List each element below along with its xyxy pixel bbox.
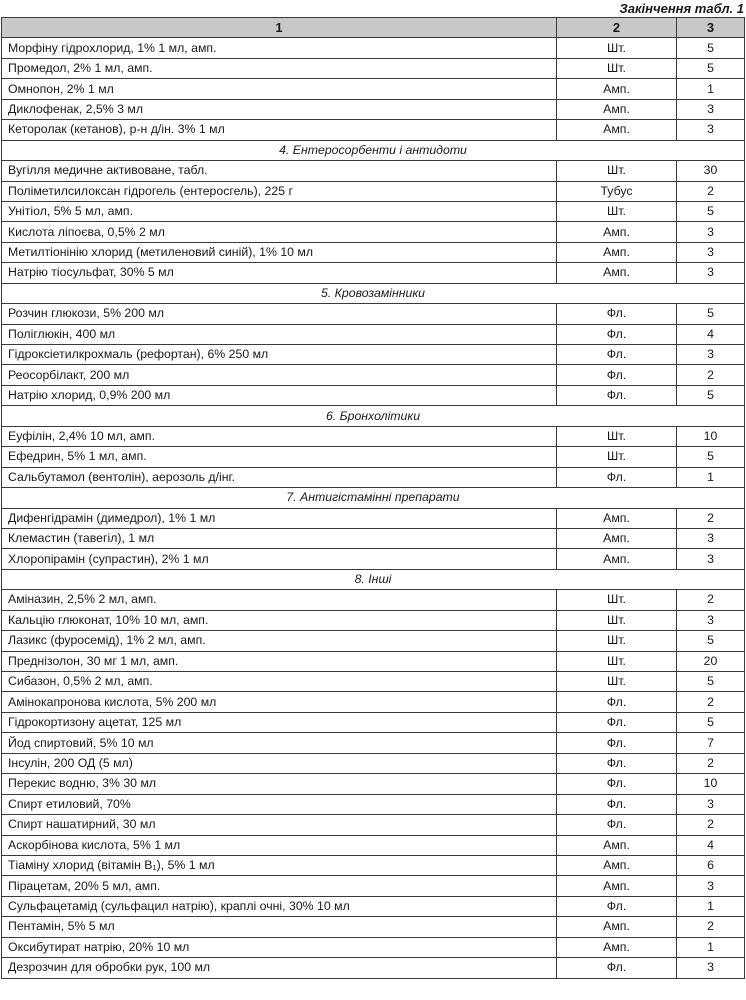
item-name: Промедол, 2% 1 мл, амп.	[2, 58, 557, 78]
item-quantity: 3	[677, 120, 745, 140]
table-row	[2, 692, 745, 712]
item-unit: Шт.	[557, 590, 677, 610]
item-quantity: 5	[677, 447, 745, 467]
item-unit: Амп.	[557, 528, 677, 548]
table-row	[2, 651, 745, 671]
item-name: Оксибутират натрію, 20% 10 мл	[2, 937, 557, 957]
table-row	[2, 222, 745, 242]
table-row	[2, 958, 745, 978]
item-name: Гідроксіетилкрохмаль (рефортан), 6% 250 мл	[2, 345, 557, 365]
item-quantity: 3	[677, 794, 745, 814]
item-quantity: 3	[677, 99, 745, 119]
item-quantity: 5	[677, 631, 745, 651]
item-unit: Амп.	[557, 876, 677, 896]
item-quantity: 3	[677, 222, 745, 242]
table-row	[2, 38, 745, 58]
item-quantity: 2	[677, 917, 745, 937]
item-unit: Фл.	[557, 958, 677, 978]
table-row	[2, 161, 745, 181]
item-unit: Шт.	[557, 447, 677, 467]
table-row	[2, 426, 745, 446]
table-row	[2, 447, 745, 467]
item-quantity: 3	[677, 876, 745, 896]
section-row	[2, 406, 745, 426]
table-row	[2, 917, 745, 937]
table-caption: Закінчення табл. 1	[619, 1, 744, 16]
item-unit: Амп.	[557, 263, 677, 283]
item-quantity: 10	[677, 426, 745, 446]
item-name: Дезрозчин для обробки рук, 100 мл	[2, 958, 557, 978]
item-unit: Амп.	[557, 99, 677, 119]
table-row	[2, 242, 745, 262]
item-unit: Фл.	[557, 365, 677, 385]
item-unit: Фл.	[557, 692, 677, 712]
item-unit: Тубус	[557, 181, 677, 201]
item-unit: Фл.	[557, 753, 677, 773]
table-row	[2, 508, 745, 528]
header-row	[2, 18, 745, 38]
table-row	[2, 733, 745, 753]
item-unit: Шт.	[557, 672, 677, 692]
table-row	[2, 774, 745, 794]
section-title: 8. Інші	[2, 569, 745, 589]
item-quantity: 2	[677, 692, 745, 712]
item-name: Йод спиртовий, 5% 10 мл	[2, 733, 557, 753]
item-name: Аскорбінова кислота, 5% 1 мл	[2, 835, 557, 855]
item-name: Пентамін, 5% 5 мл	[2, 917, 557, 937]
item-unit: Шт.	[557, 161, 677, 181]
item-unit: Фл.	[557, 712, 677, 732]
table-row	[2, 99, 745, 119]
item-quantity: 3	[677, 242, 745, 262]
item-name: Кислота ліпоєва, 0,5% 2 мл	[2, 222, 557, 242]
item-name: Клемастин (тавегіл), 1 мл	[2, 528, 557, 548]
item-unit: Фл.	[557, 733, 677, 753]
item-quantity: 10	[677, 774, 745, 794]
item-unit: Шт.	[557, 426, 677, 446]
item-name: Кеторолак (кетанов), р-н д/ін. 3% 1 мл	[2, 120, 557, 140]
item-name: Вугілля медичне активоване, табл.	[2, 161, 557, 181]
item-name: Преднізолон, 30 мг 1 мл, амп.	[2, 651, 557, 671]
item-name: Гідрокортизону ацетат, 125 мл	[2, 712, 557, 732]
table-row	[2, 345, 745, 365]
item-unit: Амп.	[557, 120, 677, 140]
item-unit: Шт.	[557, 58, 677, 78]
table-row	[2, 835, 745, 855]
table-row	[2, 549, 745, 569]
item-name: Метилтіонінію хлорид (метиленовий синій), 1% 10 мл	[2, 242, 557, 262]
item-unit: Фл.	[557, 774, 677, 794]
item-quantity: 4	[677, 835, 745, 855]
table-row	[2, 324, 745, 344]
table-row	[2, 58, 745, 78]
item-quantity: 5	[677, 304, 745, 324]
item-unit: Амп.	[557, 917, 677, 937]
item-quantity: 5	[677, 712, 745, 732]
item-unit: Амп.	[557, 549, 677, 569]
table-row	[2, 263, 745, 283]
item-name: Спирт етиловий, 70%	[2, 794, 557, 814]
item-unit: Шт.	[557, 201, 677, 221]
item-unit: Амп.	[557, 835, 677, 855]
table-row	[2, 815, 745, 835]
item-name: Натрію хлорид, 0,9% 200 мл	[2, 385, 557, 405]
item-name: Морфіну гідрохлорид, 1% 1 мл, амп.	[2, 38, 557, 58]
header-col-1: 1	[2, 18, 557, 38]
item-quantity: 5	[677, 672, 745, 692]
table-row	[2, 590, 745, 610]
item-quantity: 2	[677, 508, 745, 528]
header-col-3: 3	[677, 18, 745, 38]
section-title: 5. Кровозамінники	[2, 283, 745, 303]
table-row	[2, 120, 745, 140]
item-name: Ефедрин, 5% 1 мл, амп.	[2, 447, 557, 467]
table-row	[2, 896, 745, 916]
item-name: Еуфілін, 2,4% 10 мл, амп.	[2, 426, 557, 446]
item-quantity: 1	[677, 896, 745, 916]
item-unit: Фл.	[557, 304, 677, 324]
section-row	[2, 488, 745, 508]
item-name: Дифенгідрамін (димедрол), 1% 1 мл	[2, 508, 557, 528]
item-name: Лазикс (фуросемід), 1% 2 мл, амп.	[2, 631, 557, 651]
item-name: Кальцію глюконат, 10% 10 мл, амп.	[2, 610, 557, 630]
item-quantity: 4	[677, 324, 745, 344]
item-name: Поліглюкін, 400 мл	[2, 324, 557, 344]
item-unit: Фл.	[557, 324, 677, 344]
item-unit: Амп.	[557, 242, 677, 262]
table-body	[2, 38, 745, 978]
item-unit: Амп.	[557, 79, 677, 99]
item-quantity: 3	[677, 549, 745, 569]
table-row	[2, 181, 745, 201]
table-row	[2, 304, 745, 324]
item-name: Розчин глюкози, 5% 200 мл	[2, 304, 557, 324]
item-name: Омнопон, 2% 1 мл	[2, 79, 557, 99]
section-row	[2, 140, 745, 160]
item-unit: Амп.	[557, 508, 677, 528]
item-unit: Шт.	[557, 651, 677, 671]
item-quantity: 3	[677, 345, 745, 365]
table-row	[2, 855, 745, 875]
table-row	[2, 528, 745, 548]
table-row	[2, 876, 745, 896]
table-row	[2, 672, 745, 692]
item-unit: Амп.	[557, 222, 677, 242]
table-row	[2, 794, 745, 814]
item-quantity: 3	[677, 610, 745, 630]
medication-table	[1, 17, 745, 979]
item-quantity: 6	[677, 855, 745, 875]
item-quantity: 3	[677, 958, 745, 978]
item-quantity: 7	[677, 733, 745, 753]
item-quantity: 2	[677, 815, 745, 835]
section-title: 6. Бронхолітики	[2, 406, 745, 426]
header-col-2: 2	[557, 18, 677, 38]
item-quantity: 5	[677, 58, 745, 78]
section-row	[2, 283, 745, 303]
item-name: Диклофенак, 2,5% 3 мл	[2, 99, 557, 119]
table-row	[2, 937, 745, 957]
item-quantity: 30	[677, 161, 745, 181]
item-quantity: 2	[677, 365, 745, 385]
item-name: Поліметилсилоксан гідрогель (ентеросгель), 225 г	[2, 181, 557, 201]
item-name: Хлоропірамін (супрастин), 2% 1 мл	[2, 549, 557, 569]
item-quantity: 2	[677, 753, 745, 773]
item-unit: Фл.	[557, 815, 677, 835]
item-quantity: 1	[677, 79, 745, 99]
item-unit: Фл.	[557, 794, 677, 814]
table-row	[2, 201, 745, 221]
item-name: Унітіол, 5% 5 мл, амп.	[2, 201, 557, 221]
item-unit: Фл.	[557, 345, 677, 365]
table-row	[2, 385, 745, 405]
item-quantity: 1	[677, 467, 745, 487]
item-unit: Шт.	[557, 38, 677, 58]
item-name: Перекис водню, 3% 30 мл	[2, 774, 557, 794]
table-row	[2, 610, 745, 630]
table-row	[2, 712, 745, 732]
table-row	[2, 79, 745, 99]
section-row	[2, 569, 745, 589]
item-quantity: 5	[677, 201, 745, 221]
item-quantity: 3	[677, 528, 745, 548]
item-unit: Фл.	[557, 896, 677, 916]
item-name: Сибазон, 0,5% 2 мл, амп.	[2, 672, 557, 692]
item-name: Пірацетам, 20% 5 мл, амп.	[2, 876, 557, 896]
item-unit: Шт.	[557, 631, 677, 651]
item-unit: Шт.	[557, 610, 677, 630]
item-quantity: 3	[677, 263, 745, 283]
item-unit: Амп.	[557, 855, 677, 875]
item-quantity: 5	[677, 385, 745, 405]
item-quantity: 1	[677, 937, 745, 957]
section-title: 7. Антигістамінні препарати	[2, 488, 745, 508]
table-row	[2, 467, 745, 487]
item-unit: Фл.	[557, 385, 677, 405]
item-name: Спирт нашатирний, 30 мл	[2, 815, 557, 835]
item-name: Сульфацетамід (сульфацил натрію), краплі очні, 30% 10 мл	[2, 896, 557, 916]
item-unit: Фл.	[557, 467, 677, 487]
item-name: Сальбутамол (вентолін), аерозоль д/інг.	[2, 467, 557, 487]
item-unit: Амп.	[557, 937, 677, 957]
item-name: Тіаміну хлорид (вітамін B₁), 5% 1 мл	[2, 855, 557, 875]
item-name: Інсулін, 200 ОД (5 мл)	[2, 753, 557, 773]
item-quantity: 20	[677, 651, 745, 671]
item-quantity: 2	[677, 590, 745, 610]
section-title: 4. Ентеросорбенти і антидоти	[2, 140, 745, 160]
item-name: Аміназин, 2,5% 2 мл, амп.	[2, 590, 557, 610]
table-row	[2, 365, 745, 385]
item-name: Амінокапронова кислота, 5% 200 мл	[2, 692, 557, 712]
item-name: Реосорбілакт, 200 мл	[2, 365, 557, 385]
item-quantity: 2	[677, 181, 745, 201]
table-row	[2, 753, 745, 773]
item-quantity: 5	[677, 38, 745, 58]
table-row	[2, 631, 745, 651]
item-name: Натрію тіосульфат, 30% 5 мл	[2, 263, 557, 283]
